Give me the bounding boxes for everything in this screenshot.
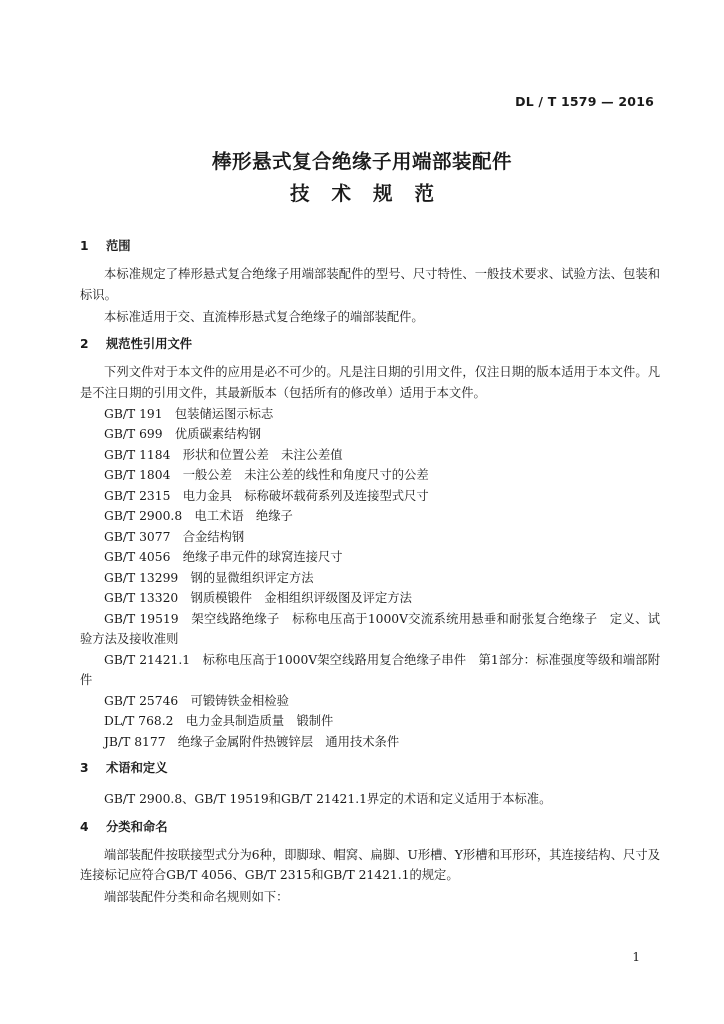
paragraph: 本标准适用于交、直流棒形悬式复合绝缘子的端部装配件。 bbox=[104, 309, 424, 324]
reference-item: GB/T 19519 架空线路绝缘子 标称电压高于1000V交流系统用悬垂和耐张复合绝缘子 定义、试验方法及接收准则 bbox=[80, 611, 660, 647]
reference-item: DL/T 768.2 电力金具制造质量 锻制件 bbox=[104, 714, 334, 729]
reference-item: GB/T 191 包装储运图示标志 bbox=[104, 406, 274, 421]
document-subtitle: 技术规范 bbox=[289, 182, 456, 205]
section-heading-normative-references: 2 规范性引用文件 bbox=[80, 337, 193, 352]
section-heading-terms-and-definitions: 3 术语和定义 bbox=[80, 761, 168, 776]
reference-item: GB/T 4056 绝缘子串元件的球窝连接尺寸 bbox=[104, 550, 343, 565]
document-title: 棒形悬式复合绝缘子用端部装配件 bbox=[211, 150, 512, 173]
document-body bbox=[80, 236, 660, 909]
paragraph: 端部装配件分类和命名规则如下： bbox=[104, 890, 289, 905]
reference-item: GB/T 13299 钢的显微组织评定方法 bbox=[104, 570, 314, 585]
section-heading-scope: 1 范围 bbox=[80, 239, 131, 253]
reference-item: GB/T 3077 合金结构钢 bbox=[104, 529, 245, 544]
paragraph: GB/T 2900.8、GB/T 19519和GB/T 21421.1界定的术语和定义适用于本标准。 bbox=[104, 792, 552, 807]
reference-item: GB/T 25746 可锻铸铁金相检验 bbox=[104, 693, 289, 708]
reference-item: JB/T 8177 绝缘子金属附件热镀锌层 通用技术条件 bbox=[104, 734, 400, 749]
reference-item: GB/T 13320 钢质模锻件 金相组织评级图及评定方法 bbox=[104, 591, 412, 606]
reference-item: GB/T 21421.1 标称电压高于1000V架空线路用复合绝缘子串件 第1部分：标准强度等级和端部附件 bbox=[80, 652, 660, 688]
page-number: 1 bbox=[632, 950, 640, 964]
reference-item: GB/T 1184 形状和位置公差 未注公差值 bbox=[104, 447, 343, 462]
reference-item: GB/T 1804 一般公差 未注公差的线性和角度尺寸的公差 bbox=[104, 468, 429, 483]
paragraph: 本标准规定了棒形悬式复合绝缘子用端部装配件的型号、尺寸特性、一般技术要求、试验方法、包装和标识。 bbox=[80, 267, 660, 302]
paragraph: 端部装配件按联接型式分为6种，即脚球、帽窝、扁脚、U形槽、Y形槽和耳形环，其连接结构、尺寸及连接标记应符合GB/T 4056、GB/T 2315和GB/T 21421.1的规定。 bbox=[80, 847, 660, 883]
paragraph: 下列文件对于本文件的应用是必不可少的。凡是注日期的引用文件，仅注日期的版本适用于本文件。凡是不注日期的引用文件，其最新版本（包括所有的修改单）适用于本文件。 bbox=[80, 365, 660, 400]
standard-code: DL / T 1579 — 2016 bbox=[515, 94, 654, 109]
reference-item: GB/T 699 优质碳素结构钢 bbox=[104, 427, 261, 442]
reference-item: GB/T 2900.8 电工术语 绝缘子 bbox=[104, 509, 293, 524]
section-heading-classification-and-naming: 4 分类和命名 bbox=[80, 819, 168, 834]
reference-item: GB/T 2315 电力金具 标称破坏载荷系列及连接型式尺寸 bbox=[104, 488, 429, 503]
